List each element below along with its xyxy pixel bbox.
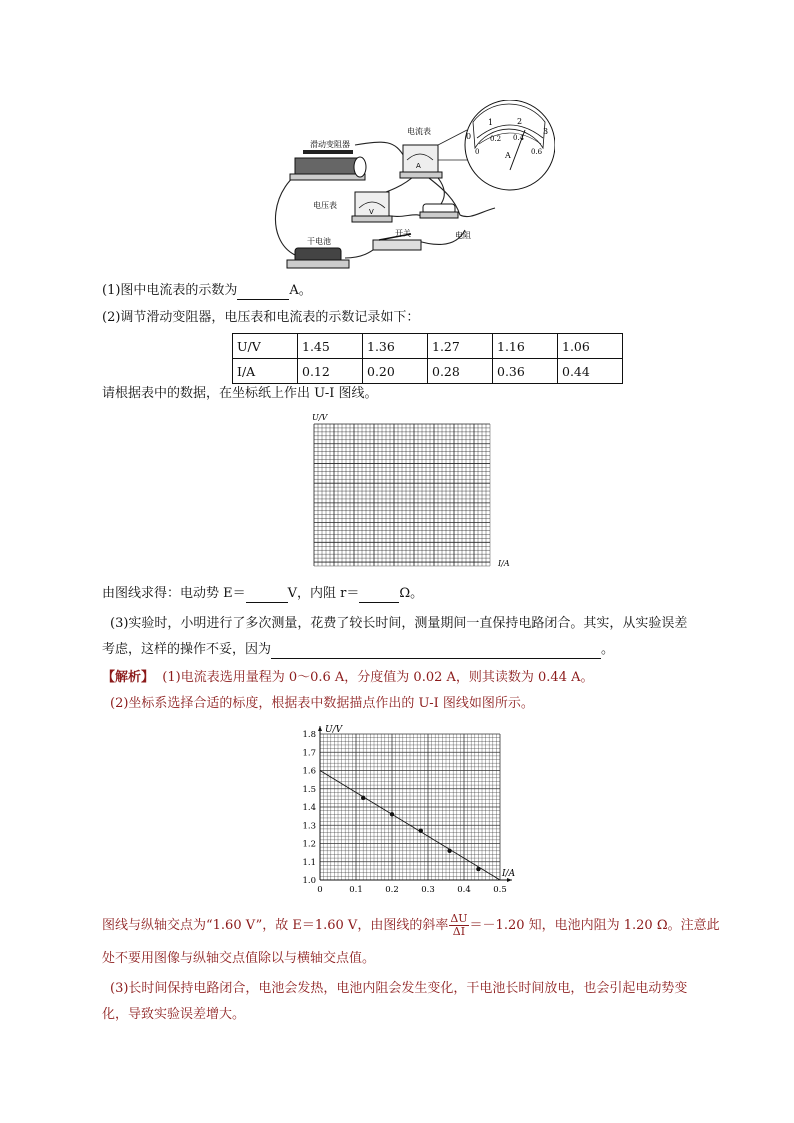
answer-blank [246,588,288,603]
table-cell: 0.12 [298,359,363,384]
result-text: V，内阻 r＝ [287,586,360,601]
analysis-3-line1: (3)长时间保持电路闭合，电池会发热，电池内阻会发生变化，干电池长时间放电，也会引起电动势变 [110,981,688,996]
analysis-2b [102,913,720,938]
y-tick-label: 1.3 [302,821,316,832]
answer-blank [359,588,399,603]
table-cell: 1.06 [558,334,623,359]
table-cell: 1.27 [428,334,493,359]
question-1-unit: A。 [289,283,312,298]
question-2-intro: (2)调节滑动变阻器，电压表和电流表的示数记录如下： [102,310,420,325]
data-point [419,829,423,833]
analysis-text: ＝－1.20 知，电池内阻为 1.20 Ω。注意此 [469,918,720,933]
analysis-1 [102,669,594,687]
answer-blank [237,285,289,300]
analysis-3-line2: 化，导致实验误差增大。 [102,1007,246,1022]
x-tick-label: 0.2 [385,885,399,895]
analysis-tag: 【解析】 [102,670,155,685]
analysis-2: (2)坐标系选择合适的标度，根据表中数据描点作出的 U-I 图线如图所示。 [110,696,534,711]
table-row [233,359,623,384]
battery-label: 干电池 [307,237,331,246]
resistor-label: 电阻 [455,231,471,240]
voltmeter-label: 电压表 [313,201,337,210]
blank-grid-xlabel: I/A [498,559,510,568]
ammeter-icon [400,145,442,178]
switch-label: 开关 [395,229,411,238]
table-cell: U/V [233,334,298,359]
y-tick-label: 1.5 [302,784,316,795]
blank-graph-paper [296,410,521,572]
resistor-icon [420,204,458,218]
circuit-figure [255,100,555,272]
x-axis-label: I/A [502,869,516,879]
data-point [390,812,394,816]
result-text: 由图线求得：电动势 E＝ [102,586,246,601]
question-3-line1: (3)实验时，小明进行了多次测量，花费了较长时间，测量期间一直保持电路闭合。其实，从实验误差 [110,616,688,631]
voltmeter-face-label: V [369,208,374,216]
y-axis-label: U/V [325,725,343,735]
question-3-text: 考虑，这样的操作不妥，因为 [102,642,272,657]
voltmeter-icon [352,192,392,222]
table-cell: 0.36 [493,359,558,384]
x-tick-label: 0.1 [349,885,363,895]
dial-bottom-tick: 0.2 [490,135,502,143]
y-tick-label: 1.0 [302,876,316,886]
fraction-denominator: ΔI [452,925,466,938]
dial-top-tick: 3 [543,127,549,136]
wire [275,168,307,255]
analysis-text: 图线与纵轴交点为“1.60 V”，故 E＝1.60 V，由图线的斜率 [102,918,449,933]
table-cell: 1.45 [298,334,363,359]
data-table [232,333,623,384]
question-1 [102,282,312,300]
dial-bottom-tick: 0.6 [531,148,543,156]
y-tick-label: 1.2 [302,839,316,850]
table-cell: 0.44 [558,359,623,384]
table-cell: 1.16 [493,334,558,359]
question-2-instruction: 请根据表中的数据，在坐标纸上作出 U-I 图线。 [102,386,378,401]
x-tick-label: 0 [317,885,323,895]
dial-bottom-tick: 0 [475,148,480,156]
table-cell: I/A [233,359,298,384]
table-cell: 0.20 [363,359,428,384]
analysis-1-text: (1)电流表选用量程为 0～0.6 A，分度值为 0.02 A，则其读数为 0.44 A。 [162,670,594,685]
dial-top-tick: 0 [466,132,472,141]
question-3-line2 [102,641,614,659]
y-tick-label: 1.6 [302,766,316,777]
x-tick-label: 0.3 [421,885,435,895]
data-point [361,796,365,800]
dial-unit: A [505,151,511,160]
y-tick-label: 1.7 [302,748,316,759]
dial-top-tick: 1 [488,118,494,127]
data-point [476,867,480,871]
ui-chart [290,722,535,897]
result-text: Ω。 [399,586,424,601]
question-2-result [102,585,423,603]
answer-blank [271,644,601,659]
table-cell: 0.28 [428,359,493,384]
question-1-text: (1)图中电流表的示数为 [102,283,238,298]
analysis-2c: 处不要用图像与纵轴交点值除以与横轴交点值。 [102,951,376,966]
fraction-numerator: ΔU [450,912,468,925]
rheostat-label: 滑动变阻器 [310,140,350,149]
y-tick-label: 1.4 [302,803,316,813]
dial-bottom-tick: 0.4 [513,134,525,142]
y-tick-label: 1.1 [302,857,316,868]
table-cell: 1.36 [363,334,428,359]
ammeter-label: 电流表 [407,127,431,136]
blank-grid-ylabel: U/V [312,413,328,422]
y-axis-arrow [318,726,322,731]
dial-top-tick: 2 [517,117,523,126]
rheostat-icon [290,150,366,180]
y-tick-label: 1.8 [302,730,316,740]
battery-icon [287,248,349,268]
table-row [233,334,623,359]
ammeter-dial-zoom [465,100,555,190]
slope-fraction [449,913,468,938]
data-point [447,849,451,853]
x-tick-label: 0.4 [457,885,471,895]
x-tick-label: 0.5 [493,885,507,895]
ammeter-face-label: A [416,162,421,170]
question-3-text: 。 [601,642,615,657]
